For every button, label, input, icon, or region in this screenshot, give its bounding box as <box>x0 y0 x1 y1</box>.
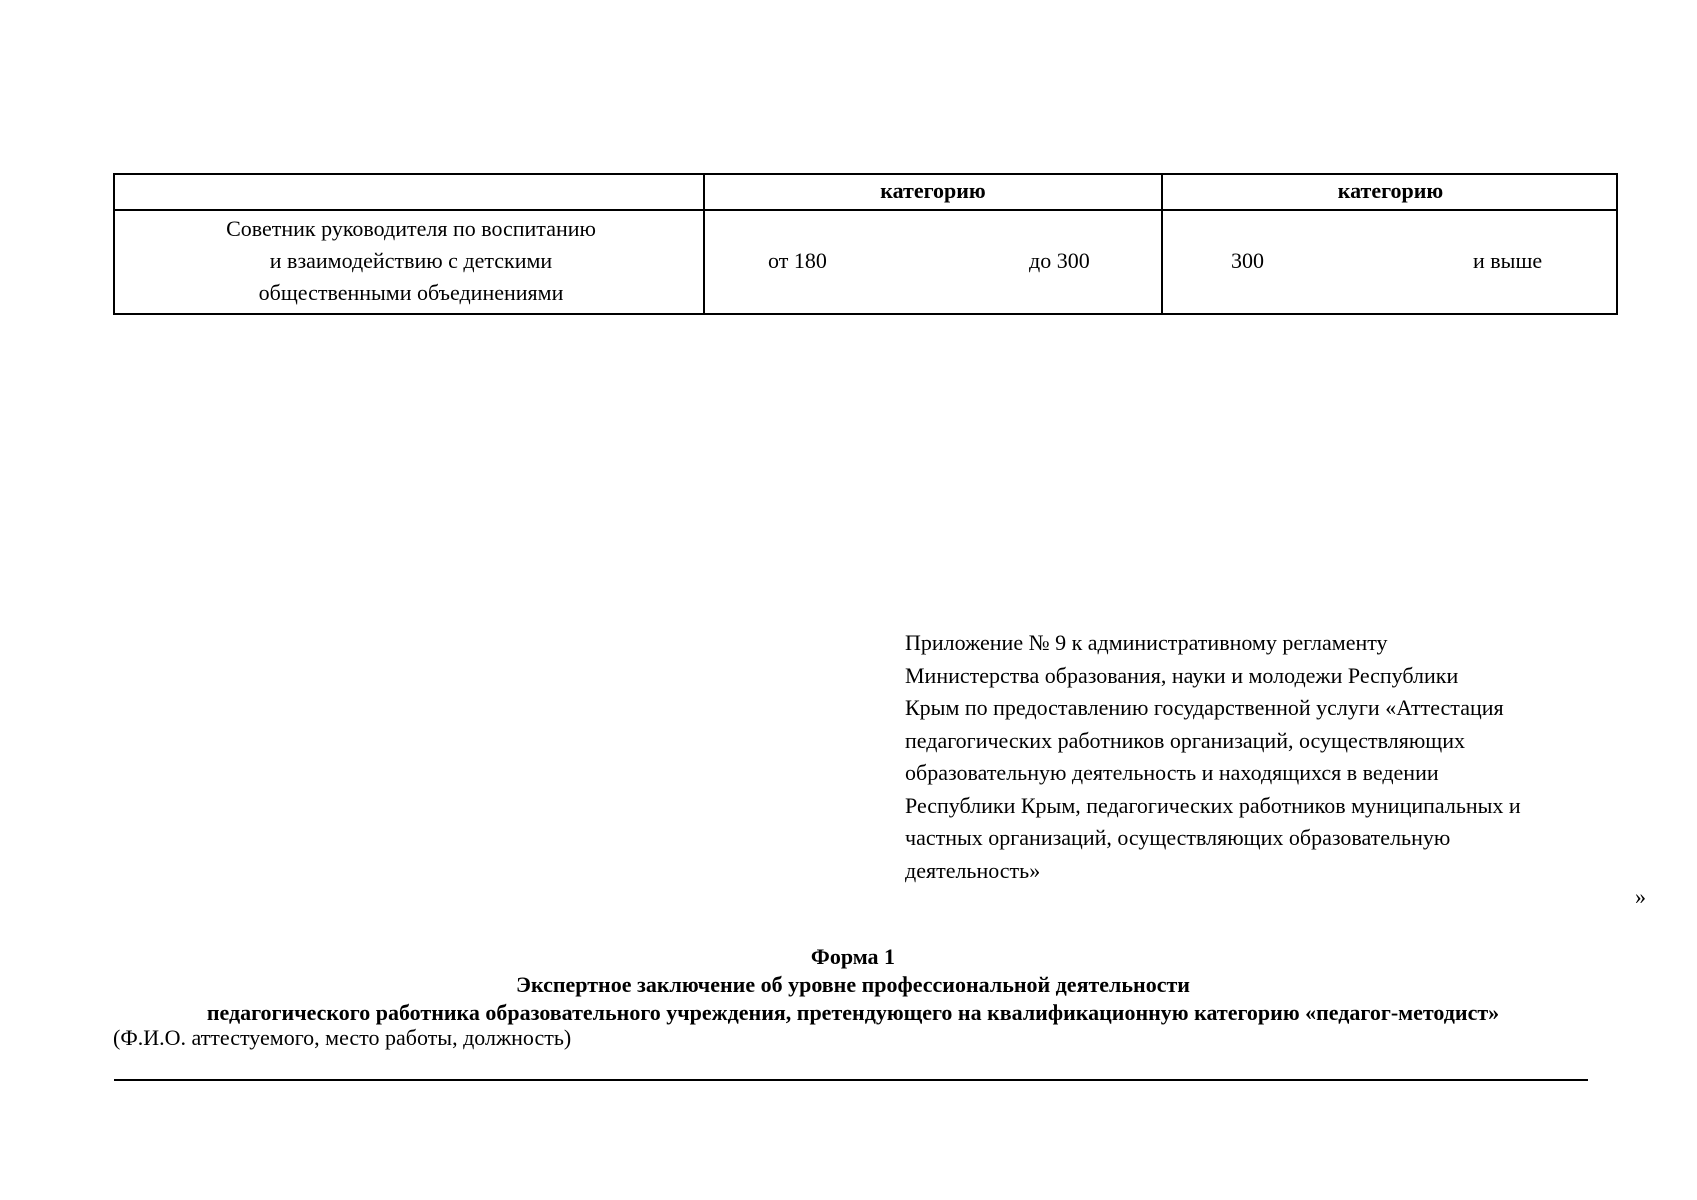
annex-line: Приложение № 9 к административному регламенту <box>905 630 1388 655</box>
annex-line: педагогических работников организаций, осуществляющих <box>905 727 1465 753</box>
table-header-col3: категорию <box>1337 178 1444 203</box>
form-title-line1: Экспертное заключение об уровне профессиональной деятельности <box>516 972 1190 997</box>
category-table <box>113 173 1618 315</box>
fio-caption: (Ф.И.О. аттестуемого, место работы, должность) <box>113 1025 572 1050</box>
annex-reference <box>905 627 1605 887</box>
annex-line: Крым по предоставлению государственной услуги «Аттестация <box>905 695 1504 720</box>
table-header-divider <box>115 209 1616 211</box>
row-label-line: общественными объединениями <box>258 280 564 305</box>
form-number: Форма 1 <box>810 944 896 969</box>
annex-line: частных организаций, осуществляющих образовательную <box>905 825 1451 850</box>
fio-fill-line <box>114 1079 1588 1081</box>
annex-line: деятельность» <box>905 857 1041 883</box>
table-row-label <box>115 213 707 309</box>
row-label-line: Советник руководителя по воспитанию <box>226 216 596 241</box>
table-cell-col2-from: от 180 <box>768 248 827 273</box>
table-cell-col3-to: и выше <box>1473 248 1543 273</box>
row-label-line: и взаимодействию с детскими <box>269 248 553 273</box>
form-title-line2: педагогического работника образовательного учреждения, претендующего на квалификационную категорию «педагог-методист» <box>206 1000 1500 1025</box>
annex-line: образовательную деятельность и находящихся в ведении <box>905 760 1439 785</box>
annex-line: Республики Крым, педагогических работников муниципальных и <box>905 792 1521 818</box>
closing-quote: » <box>1635 884 1646 909</box>
annex-line: Министерства образования, науки и молодежи Республики <box>905 662 1459 688</box>
table-cell-col2-to: до 300 <box>1029 248 1090 273</box>
table-header-col2: категорию <box>880 178 986 203</box>
table-cell-col3-from: 300 <box>1231 248 1264 273</box>
